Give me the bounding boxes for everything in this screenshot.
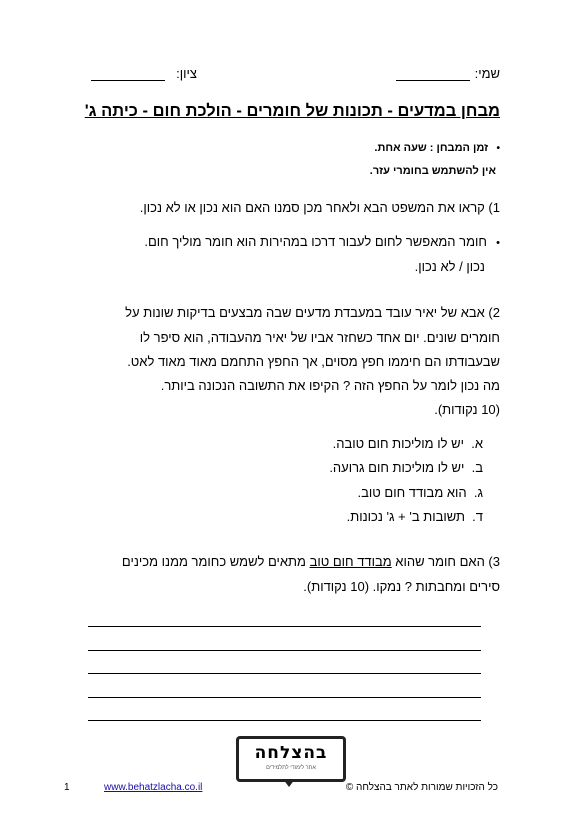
q3-underlined: מבודד חום טוב [309, 554, 392, 569]
q3-suffix: מתאים לשמש כחומר ממנו מכינים [121, 554, 310, 569]
logo-text: בהצלחה [254, 743, 328, 763]
q1-statement [100, 234, 500, 249]
answer-option[interactable] [200, 460, 483, 475]
page-number: 1 [64, 782, 70, 793]
q2-line-1: 2) אבא של יאיר עובד במעבדת מדעים שבה מבצעים בדיקות שונות על [125, 305, 500, 320]
page-title: מבחן במדעים - תכונות של חומרים - הולכת חום - כיתה ג' [84, 102, 500, 120]
answer-line[interactable] [88, 650, 481, 651]
answer-text: יש לו מוליכות חום גרועה. [329, 460, 465, 475]
answer-letter: א. [471, 436, 483, 451]
bullet-icon: • [488, 143, 500, 154]
answer-text: יש לו מוליכות חום טובה. [332, 436, 464, 451]
q1-statement-text: חומר המאפשר לחום לעבור דרכו במהירות הוא חומר מוליך חום. [144, 234, 487, 249]
q2-line-3: שבעבודתו הם חיממו חפץ מסוים, אך החפץ התחמם מאוד מאוד לאט. [127, 354, 500, 369]
q1-prompt: 1) קראו את המשפט הבא ולאחר מכן סמנו האם הוא נכון או לא נכון. [139, 200, 500, 215]
q2-line-2: חומרים שונים. יום אחד כשחזר אביו של יאיר מהעבודה, הוא סיפר לו [139, 330, 500, 345]
logo-speech-tail [283, 779, 295, 787]
grade-label: ציון: [176, 66, 197, 81]
answer-option[interactable] [200, 436, 483, 451]
footer-link-text[interactable]: www.behatzlacha.co.il [104, 782, 203, 793]
site-logo [236, 736, 346, 782]
answer-text: הוא מבודד חום טוב. [357, 485, 467, 500]
bullet-icon: • [486, 237, 500, 249]
answer-letter: ג. [473, 485, 483, 500]
footer-copyright: כל הזכויות שמורות לאתר בהצלחה © [345, 782, 498, 793]
logo-subtext: אתר לימודי לתלמידים [266, 765, 316, 771]
answer-letter: ד. [472, 509, 483, 524]
q3-prefix: 3) האם חומר שהוא [391, 554, 500, 569]
instruction-time [300, 142, 500, 154]
answer-line[interactable] [88, 720, 481, 721]
answer-text: תשובות ב' + ג' נכונות. [346, 509, 465, 524]
q2-points: (10 נקודות). [434, 402, 500, 417]
footer-link[interactable] [104, 782, 202, 793]
answer-line[interactable] [88, 673, 481, 674]
answer-option[interactable] [200, 485, 483, 500]
q3-line-1 [100, 554, 500, 569]
answer-line[interactable] [88, 626, 481, 627]
grade-field[interactable] [91, 80, 165, 81]
instruction-time-text: זמן המבחן : שעה אחת. [374, 142, 489, 154]
q3-line-2: סירים ומחבתות ? נמקו. (10 נקודות). [303, 579, 500, 594]
q1-options[interactable]: נכון / לא נכון. [414, 259, 485, 274]
q2-line-4: מה נכון לומר על החפץ הזה ? הקיפו את התשובה הנכונה ביותר. [160, 378, 500, 393]
name-label: שמי: [474, 66, 500, 81]
answer-letter: ב. [471, 460, 483, 475]
name-field[interactable] [396, 80, 470, 81]
answer-line[interactable] [88, 697, 481, 698]
answer-option[interactable] [200, 509, 483, 524]
instruction-no-aids: אין להשתמש בחומרי עזר. [369, 165, 496, 177]
